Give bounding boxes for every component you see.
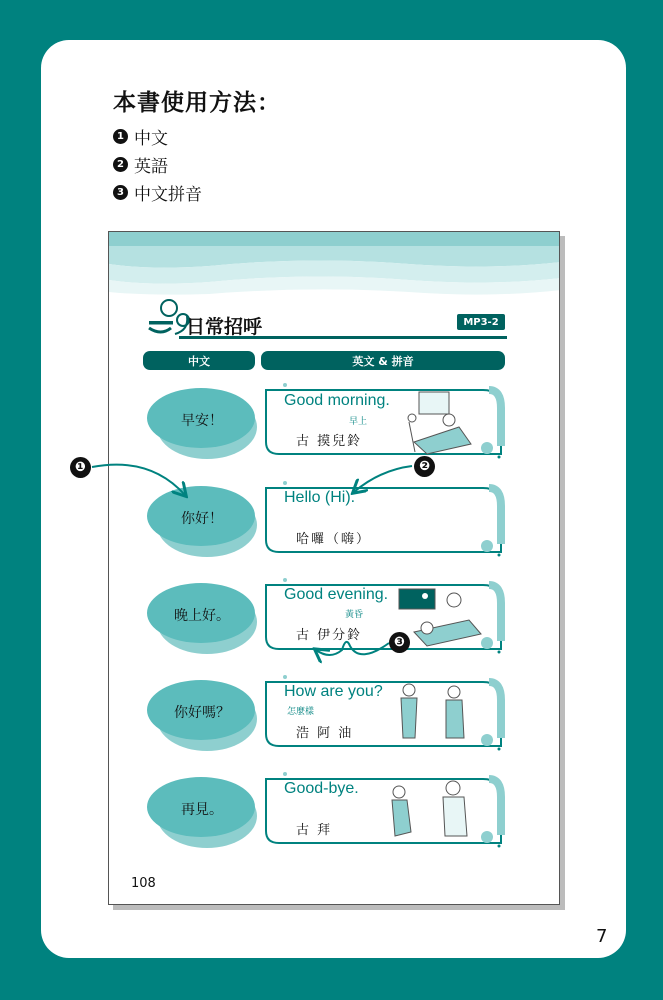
legend-label: 中文 [134, 129, 168, 149]
phrase-pinyin: 古 拜 [296, 823, 333, 838]
sample-page-number: 108 [131, 876, 156, 891]
callout-1-badge: ❶ [70, 457, 91, 478]
audio-track-badge: MP3-2 [457, 314, 505, 330]
sample-book-page [108, 231, 560, 905]
phrase-chinese: 晚上好。 [174, 608, 230, 624]
column-header-chinese: 中文 [143, 351, 255, 370]
legend-item-pinyin [113, 180, 202, 205]
legend-item-english [113, 152, 168, 177]
phrase-gloss: 黃昏 [345, 610, 364, 620]
phrase-english: How are you? [284, 683, 383, 700]
callout-3-marker: 3 [113, 185, 128, 200]
phrase-english: Good-bye. [284, 780, 359, 797]
bedroom-wakeup-illustration [408, 392, 471, 454]
callout-3-badge: ❸ [389, 632, 410, 653]
phrase-english: Hello (Hi). [284, 489, 356, 506]
phrase-chinese: 再見。 [181, 802, 223, 818]
howto-title: 本書使用方法： [113, 90, 281, 116]
legend-label: 英語 [134, 157, 168, 177]
waving-goodbye-illustration [392, 781, 467, 836]
lesson-one-icon [149, 300, 189, 334]
lesson-title: 日常招呼 [186, 316, 263, 338]
phrase-chinese: 早安！ [181, 413, 223, 429]
phrase-pinyin: 浩 阿 油 [296, 726, 354, 741]
phrase-gloss: 早上 [349, 417, 368, 427]
legend-label: 中文拼音 [134, 185, 202, 205]
phrase-gloss: 怎麼樣 [287, 707, 315, 717]
callout-1-marker: 1 [113, 129, 128, 144]
night-bed-illustration [399, 589, 481, 646]
phrase-english: Good morning. [284, 392, 390, 409]
greeting-friends-illustration [401, 684, 464, 738]
callout-2-badge: ❷ [414, 456, 435, 477]
phrase-english: Good evening. [284, 586, 389, 603]
legend-item-chinese [113, 124, 168, 149]
phrase-chinese: 你好！ [181, 511, 223, 527]
callout-2-marker: 2 [113, 157, 128, 172]
phrase-pinyin: 古 伊分鈴 [296, 628, 363, 643]
phrase-pinyin: 哈囉（嗨） [296, 532, 372, 547]
column-header-english: 英文 & 拼音 [261, 351, 505, 370]
phrase-chinese: 你好嗎？ [174, 705, 230, 721]
page-number: 7 [596, 926, 608, 947]
phrase-pinyin: 古 摸兒鈴 [296, 434, 363, 449]
